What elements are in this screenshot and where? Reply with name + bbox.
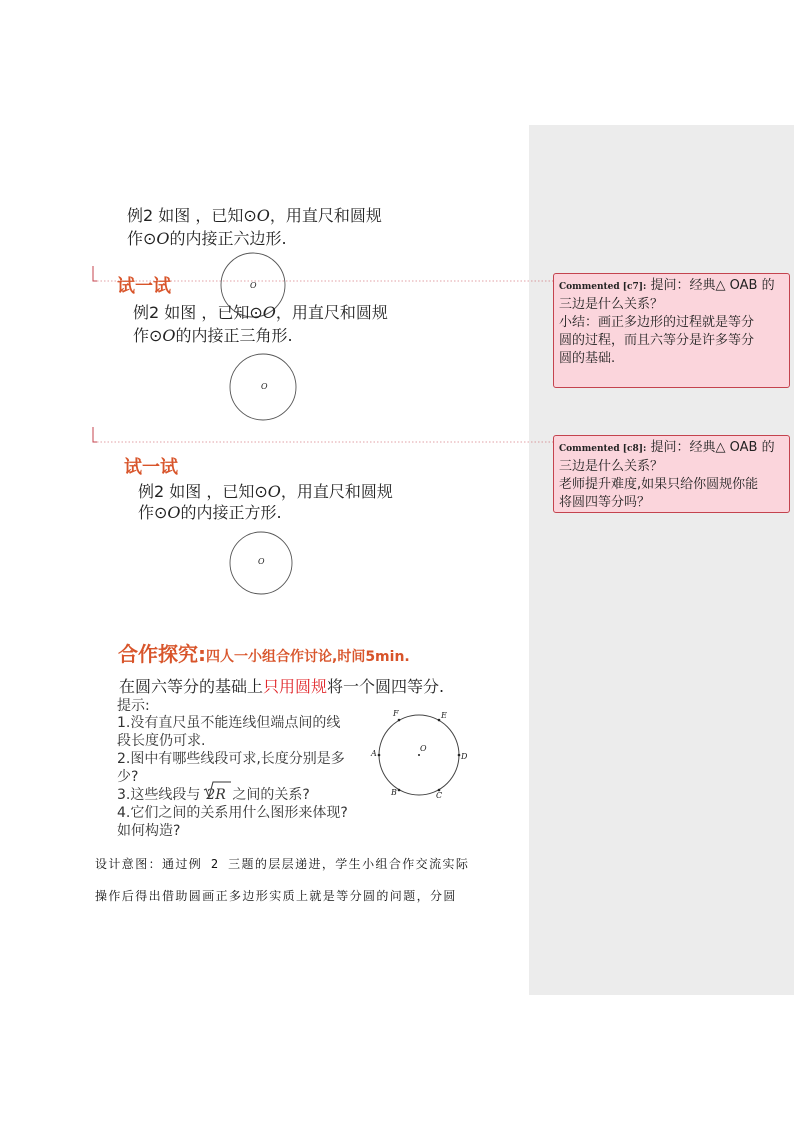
- hint-4a: 4.它们之间的关系用什么图形来体现?: [117, 805, 348, 821]
- label-b: B: [391, 788, 397, 797]
- example3-line2: 作⊙O的内接正方形.: [138, 503, 282, 522]
- design-intent-line2: 操作后得出借助圆画正多边形实质上就是等分圆的问题，分圆: [95, 889, 457, 903]
- comment-anchor-c8: [93, 427, 97, 442]
- hint-1a: 1.没有直尺虽不能连线但端点间的线: [117, 715, 341, 731]
- comment-tag: Commented [c8]:: [559, 444, 647, 454]
- try-heading-1: 试一试: [117, 276, 171, 297]
- try-heading-2: 试一试: [124, 457, 178, 478]
- example3-line1: 例2 如图 ，已知⊙O，用直尺和圆规: [138, 482, 393, 501]
- comment-c7[interactable]: Commented [c7]: 提问：经典△ OAB 的 三边是什么关系？ 小结：画正多边形的过程就是等分 圆的过程，而且六等分是许多等分 圆的基础.: [553, 273, 790, 388]
- coop-heading: 合作探究:四人一小组合作讨论,时间5min.: [118, 642, 410, 666]
- hint-1b: 段长度仍可求.: [117, 733, 206, 749]
- point-e: [438, 719, 441, 722]
- label-e: E: [441, 711, 447, 720]
- point-b: [398, 789, 401, 792]
- example2-line2: 作⊙O的内接正三角形.: [133, 326, 293, 345]
- label-c: C: [436, 791, 443, 800]
- label-f: F: [393, 709, 399, 718]
- point-d: [458, 754, 461, 757]
- comment-tag: Commented [c7]:: [559, 282, 647, 292]
- point-o: [418, 754, 420, 756]
- hint-title: 提示:: [117, 698, 150, 714]
- point-f: [398, 719, 401, 722]
- label-a: A: [371, 749, 377, 758]
- label-d: D: [461, 752, 468, 761]
- example1-line1: 例2 如图 ，已知⊙O，用直尺和圆规: [127, 206, 382, 225]
- label-o: O: [420, 744, 427, 753]
- comment-anchor-c7: [93, 266, 97, 281]
- circle-center-label: O: [261, 382, 268, 391]
- example2-line1: 例2 如图 ，已知⊙O，用直尺和圆规: [133, 303, 388, 322]
- design-intent-line1: 设计意图：通过例 2 三题的层层递进，学生小组合作交流实际: [95, 857, 470, 871]
- hint-3: 3.这些线段与 2R 之间的关系?: [117, 787, 310, 803]
- hint-2a: 2.图中有哪些线段可求,长度分别是多: [117, 751, 345, 767]
- coop-task: 在圆六等分的基础上只用圆规将一个圆四等分.: [119, 677, 445, 696]
- hint-2b: 少?: [117, 769, 139, 785]
- six-point-figure: [378, 715, 461, 795]
- circle-center-label: O: [258, 557, 265, 566]
- circle-center-label: O: [250, 281, 257, 290]
- comment-c8[interactable]: Commented [c8]: 提问：经典△ OAB 的 三边是什么关系？ 老师提升难度,如果只给你圆规你能 将圆四等分吗？: [553, 435, 790, 513]
- example1-line2: 作⊙O的内接正六边形.: [127, 229, 287, 248]
- hint-4b: 如何构造?: [117, 823, 181, 839]
- point-a: [378, 754, 381, 757]
